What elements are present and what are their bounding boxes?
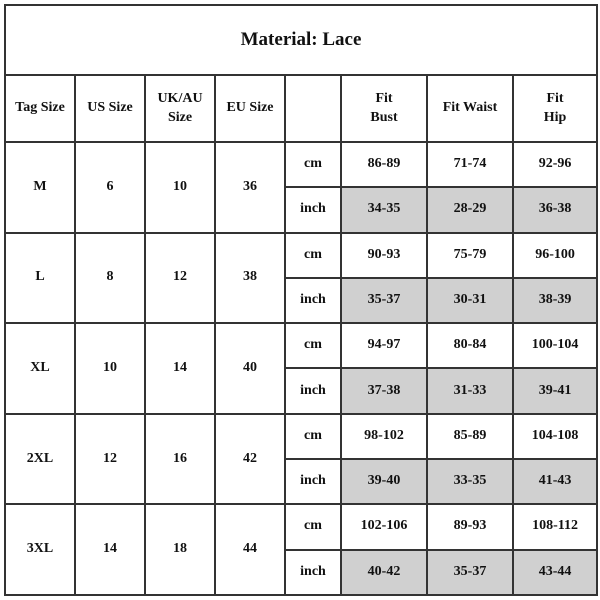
us-size-cell: 6 <box>75 142 145 233</box>
table-row-m-cm <box>5 142 597 187</box>
uk-au-size-cell: 16 <box>145 414 215 505</box>
waist-cell: 35-37 <box>427 550 513 595</box>
bust-cell: 98-102 <box>341 414 427 459</box>
unit-cell: inch <box>285 187 341 232</box>
table-row-l-cm <box>5 233 597 278</box>
header-us-size: US Size <box>75 75 145 141</box>
unit-cell: cm <box>285 414 341 459</box>
header-fit-bust <box>341 75 427 141</box>
header-fit-waist: Fit Waist <box>427 75 513 141</box>
hip-cell: 38-39 <box>513 278 597 323</box>
eu-size-cell: 38 <box>215 233 285 324</box>
hip-cell: 92-96 <box>513 142 597 187</box>
eu-size-cell: 36 <box>215 142 285 233</box>
bust-cell: 34-35 <box>341 187 427 232</box>
header-hip-line1: Fit <box>546 90 564 106</box>
unit-cell: cm <box>285 233 341 278</box>
tag-size-cell: L <box>5 233 75 324</box>
table-row-2xl-cm <box>5 414 597 459</box>
waist-cell: 31-33 <box>427 368 513 413</box>
us-size-cell: 8 <box>75 233 145 324</box>
unit-cell: inch <box>285 278 341 323</box>
title-row <box>5 5 597 75</box>
bust-cell: 39-40 <box>341 459 427 504</box>
waist-cell: 89-93 <box>427 504 513 549</box>
bust-cell: 102-106 <box>341 504 427 549</box>
bust-cell: 40-42 <box>341 550 427 595</box>
waist-cell: 28-29 <box>427 187 513 232</box>
table-row-3xl-cm <box>5 504 597 549</box>
waist-cell: 30-31 <box>427 278 513 323</box>
tag-size-cell: 3XL <box>5 504 75 595</box>
uk-au-size-cell: 12 <box>145 233 215 324</box>
header-uk-au-line2: Size <box>167 109 193 125</box>
bust-cell: 90-93 <box>341 233 427 278</box>
bust-cell: 94-97 <box>341 323 427 368</box>
hip-cell: 96-100 <box>513 233 597 278</box>
header-eu-size: EU Size <box>215 75 285 141</box>
tag-size-cell: M <box>5 142 75 233</box>
waist-cell: 71-74 <box>427 142 513 187</box>
waist-cell: 80-84 <box>427 323 513 368</box>
waist-cell: 33-35 <box>427 459 513 504</box>
hip-cell: 36-38 <box>513 187 597 232</box>
table-title: Material: Lace <box>5 5 597 75</box>
header-row <box>5 75 597 141</box>
header-uk-au-size <box>145 75 215 141</box>
table-row-xl-cm <box>5 323 597 368</box>
header-fit-hip <box>513 75 597 141</box>
hip-cell: 43-44 <box>513 550 597 595</box>
hip-cell: 100-104 <box>513 323 597 368</box>
hip-cell: 108-112 <box>513 504 597 549</box>
us-size-cell: 14 <box>75 504 145 595</box>
size-chart <box>4 4 596 596</box>
uk-au-size-cell: 14 <box>145 323 215 414</box>
header-unit <box>285 75 341 141</box>
unit-cell: cm <box>285 142 341 187</box>
waist-cell: 85-89 <box>427 414 513 459</box>
uk-au-size-cell: 10 <box>145 142 215 233</box>
header-tag-size: Tag Size <box>5 75 75 141</box>
bust-cell: 37-38 <box>341 368 427 413</box>
header-uk-au-line1: UK/AU <box>157 90 203 106</box>
unit-cell: cm <box>285 504 341 549</box>
eu-size-cell: 42 <box>215 414 285 505</box>
tag-size-cell: 2XL <box>5 414 75 505</box>
header-bust-line1: Fit <box>375 90 393 106</box>
bust-cell: 35-37 <box>341 278 427 323</box>
tag-size-cell: XL <box>5 323 75 414</box>
unit-cell: inch <box>285 459 341 504</box>
us-size-cell: 10 <box>75 323 145 414</box>
hip-cell: 104-108 <box>513 414 597 459</box>
unit-cell: inch <box>285 368 341 413</box>
eu-size-cell: 40 <box>215 323 285 414</box>
waist-cell: 75-79 <box>427 233 513 278</box>
us-size-cell: 12 <box>75 414 145 505</box>
eu-size-cell: 44 <box>215 504 285 595</box>
hip-cell: 41-43 <box>513 459 597 504</box>
uk-au-size-cell: 18 <box>145 504 215 595</box>
unit-cell: cm <box>285 323 341 368</box>
header-bust-line2: Bust <box>370 109 398 125</box>
size-table <box>4 4 598 596</box>
unit-cell: inch <box>285 550 341 595</box>
hip-cell: 39-41 <box>513 368 597 413</box>
header-hip-line2: Hip <box>543 109 567 125</box>
bust-cell: 86-89 <box>341 142 427 187</box>
